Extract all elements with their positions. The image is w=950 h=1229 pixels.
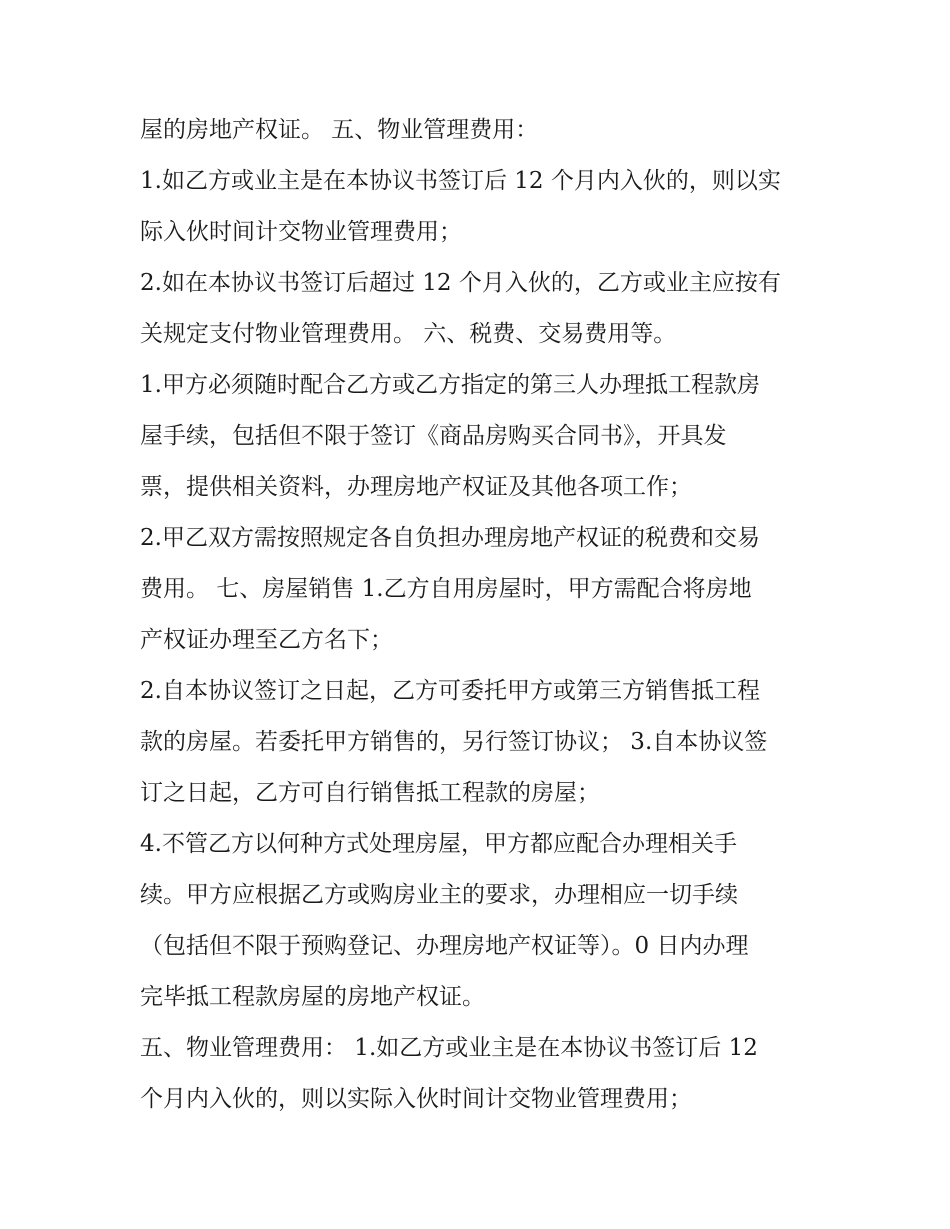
text-line: 完毕抵工程款房屋的房地产权证。 (140, 984, 485, 1010)
text-line: 2.自本协议签订之日起，乙方可委托甲方或第三方销售抵工程 (140, 678, 760, 704)
text-line: 费用。 七、房屋销售 1.乙方自用房屋时，甲方需配合将房地 (140, 576, 752, 602)
text-line: 关规定支付物业管理费用。 六、税费、交易费用等。 (140, 321, 677, 347)
text-line: 五、物业管理费用： 1.如乙方或业主是在本协议书签订后 12 (140, 1035, 758, 1061)
text-line: 4.不管乙方以何种方式处理房屋，甲方都应配合办理相关手 (140, 831, 737, 857)
text-line: 屋的房地产权证。 五、物业管理费用： (140, 117, 539, 143)
text-line: 屋手续，包括但不限于签订《商品房购买合同书》，开具发 (140, 423, 727, 449)
text-line: 款的房屋。若委托甲方销售的，另行签订协议； 3.自本协议签 (140, 729, 768, 755)
text-line: 2.甲乙双方需按照规定各自负担办理房地产权证的税费和交易 (140, 525, 760, 551)
text-line: 个月内入伙的，则以实际入伙时间计交物业管理费用； (140, 1086, 692, 1112)
document-body (140, 105, 820, 1125)
text-line: 1.如乙方或业主是在本协议书签订后 12 个月内入伙的，则以实 (140, 168, 781, 194)
text-line: 1.甲方必须随时配合乙方或乙方指定的第三人办理抵工程款房 (140, 372, 760, 398)
text-line: 2.如在本协议书签订后超过 12 个月入伙的，乙方或业主应按有 (140, 270, 781, 296)
text-line: 产权证办理至乙方名下； (140, 627, 393, 653)
text-line: 际入伙时间计交物业管理费用； (140, 219, 462, 245)
text-line: （包括但不限于预购登记、办理房地产权证等）。0 日内办理 (140, 933, 749, 959)
text-line: 续。甲方应根据乙方或购房业主的要求，办理相应一切手续 (140, 882, 738, 908)
text-line: 票，提供相关资料，办理房地产权证及其他各项工作； (140, 474, 692, 500)
text-line: 订之日起，乙方可自行销售抵工程款的房屋； (140, 780, 600, 806)
